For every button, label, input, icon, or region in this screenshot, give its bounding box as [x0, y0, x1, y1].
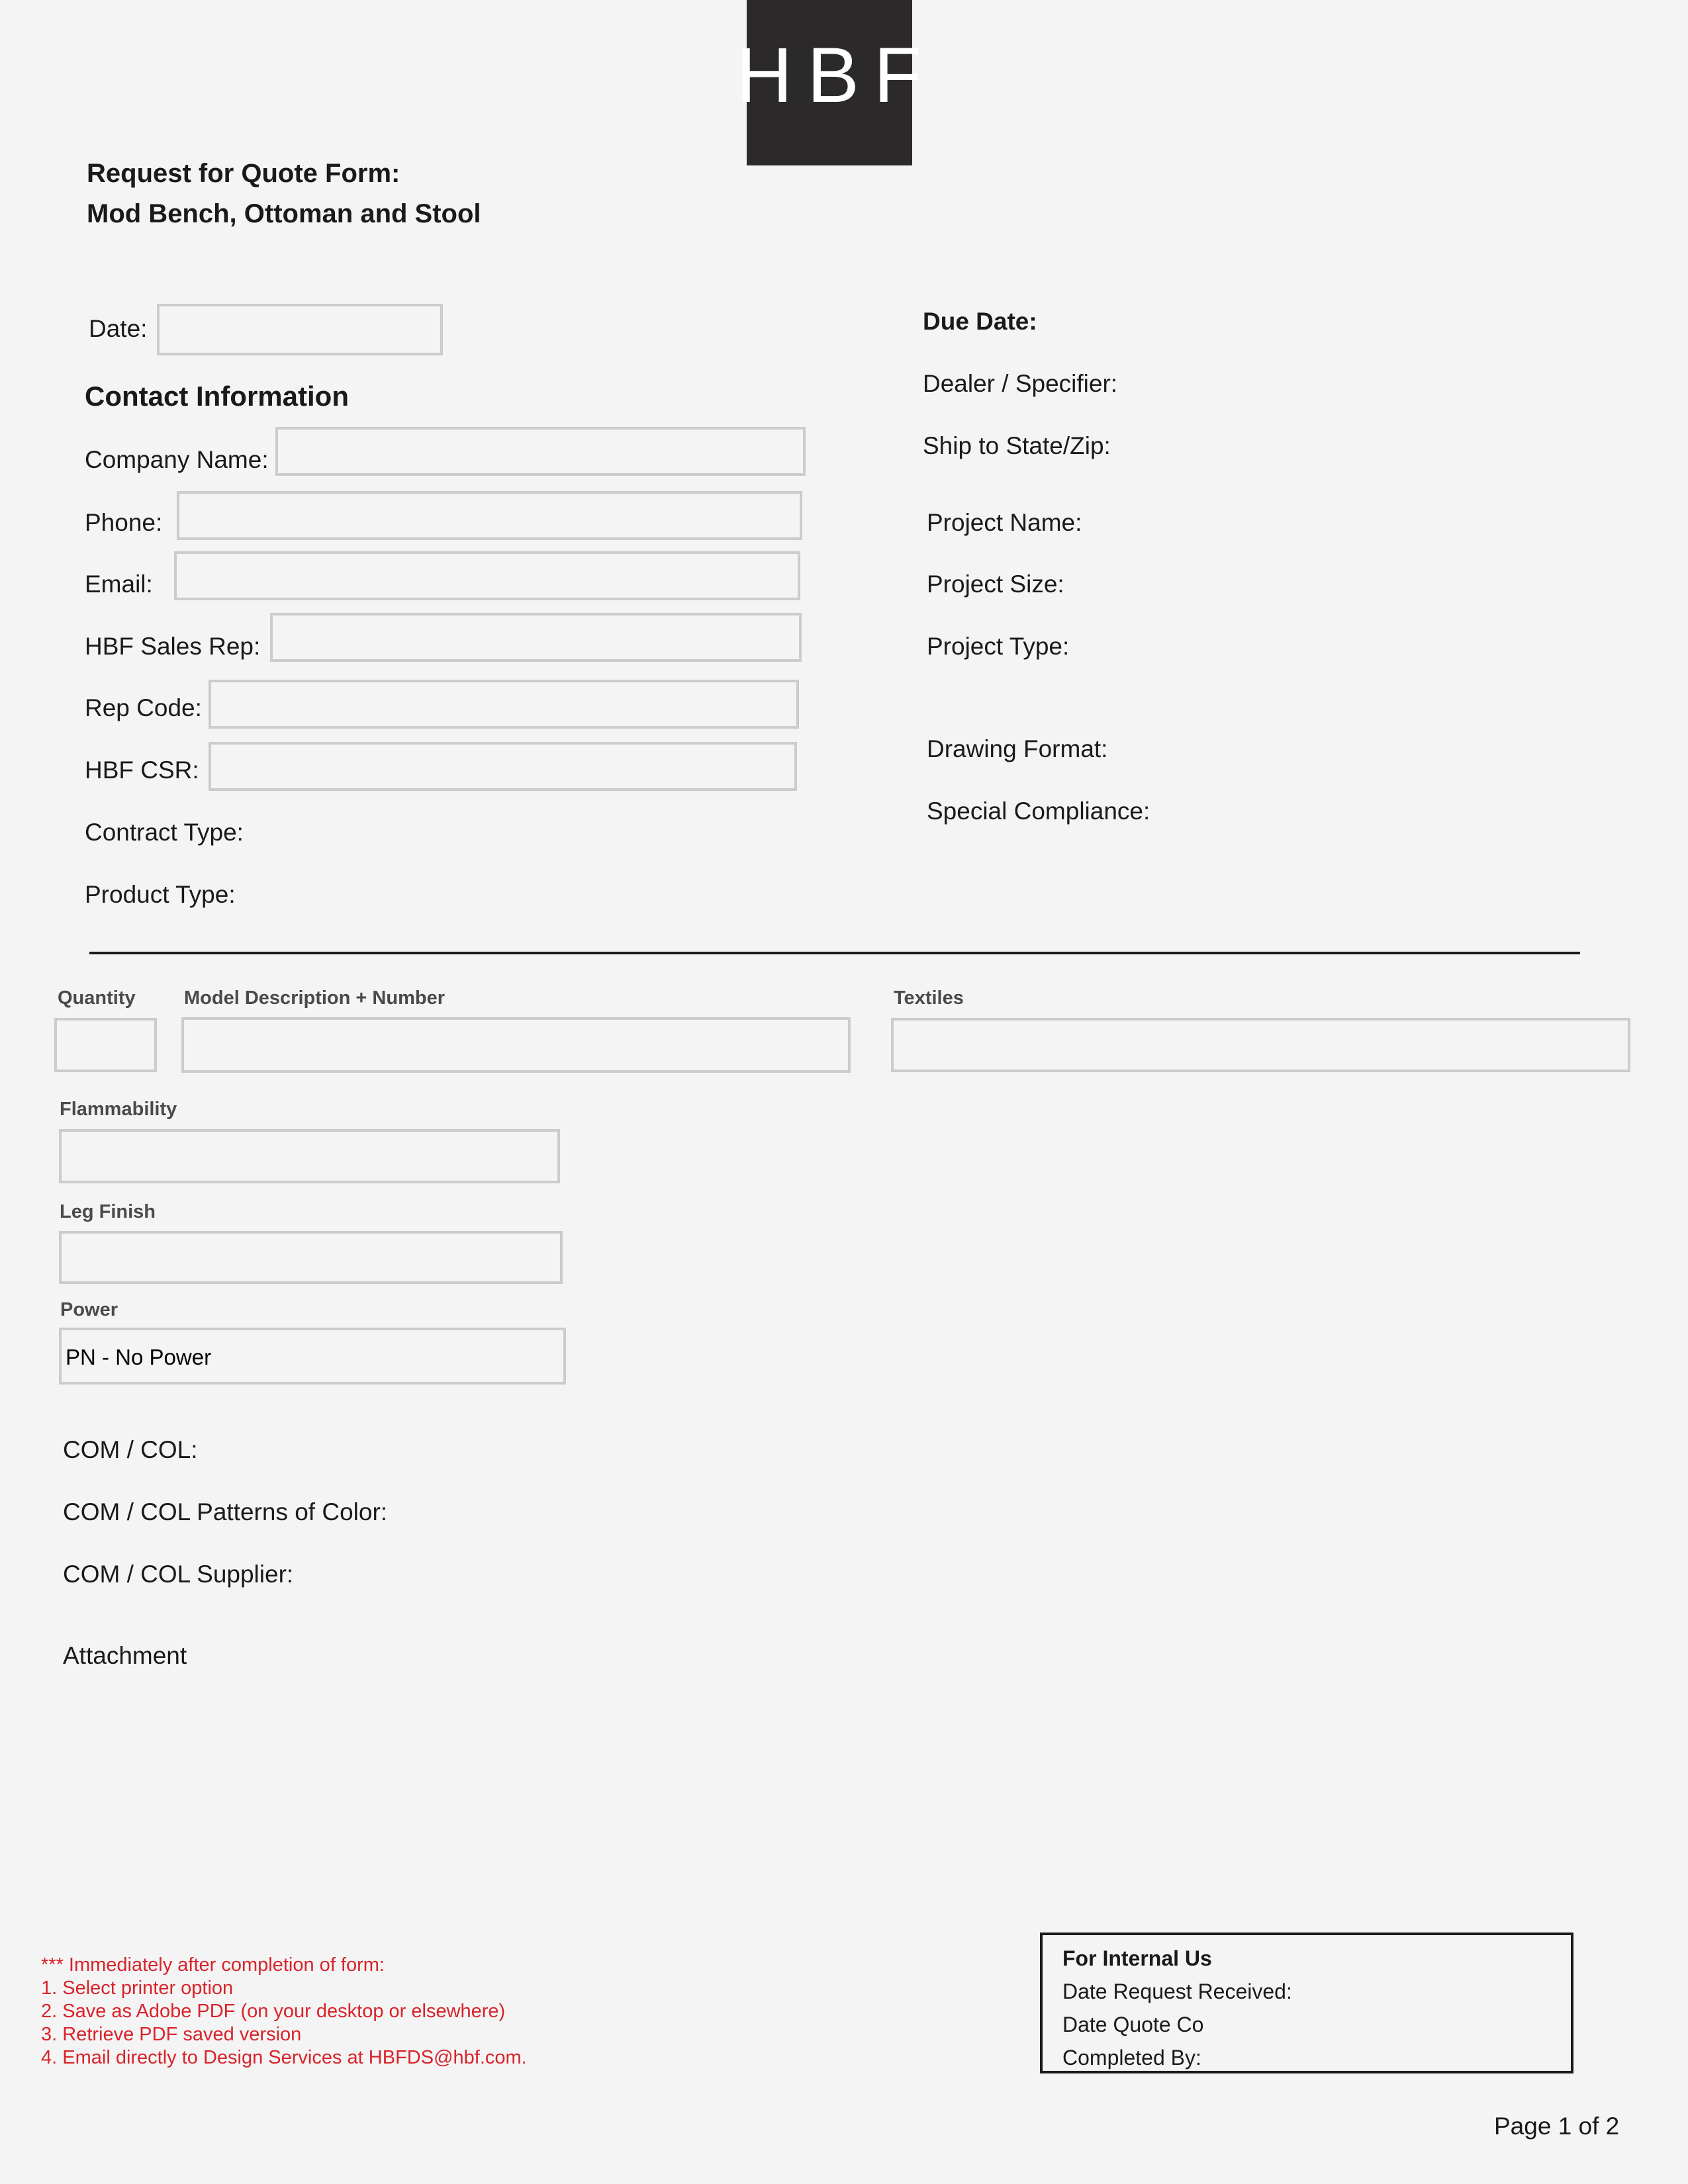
- flammability-field[interactable]: [59, 1129, 560, 1183]
- instruction-line: 3. Retrieve PDF saved version: [41, 2024, 302, 2045]
- page-number: Page 1 of 2: [1494, 2113, 1620, 2140]
- textiles-field[interactable]: [891, 1018, 1630, 1072]
- instruction-line: 4. Email directly to Design Services at HBFDS@hbf.com.: [41, 2047, 527, 2068]
- leg-finish-field[interactable]: [59, 1231, 563, 1284]
- rep-code-label: Rep Code:: [85, 694, 202, 721]
- instruction-line: 1. Select printer option: [41, 1978, 234, 1999]
- power-label: Power: [60, 1299, 118, 1320]
- email-field[interactable]: [174, 551, 800, 600]
- project-type-label: Project Type:: [927, 633, 1070, 660]
- form-title-line1: Request for Quote Form:: [87, 159, 400, 188]
- company-name-label: Company Name:: [85, 446, 269, 473]
- flammability-label: Flammability: [60, 1099, 177, 1120]
- company-name-field[interactable]: [275, 427, 806, 476]
- product-type-label: Product Type:: [85, 881, 236, 908]
- power-value: PN - No Power: [66, 1345, 212, 1369]
- instruction-line: 2. Save as Adobe PDF (on your desktop or elsewhere): [41, 2001, 506, 2022]
- quantity-field[interactable]: [54, 1018, 157, 1072]
- date-label: Date:: [89, 315, 148, 342]
- internal-use-heading: For Internal Us: [1062, 1946, 1212, 1970]
- project-name-label: Project Name:: [927, 509, 1082, 536]
- power-select[interactable]: [59, 1328, 566, 1385]
- drawing-format-label: Drawing Format:: [927, 735, 1108, 762]
- hbf-sales-rep-field[interactable]: [270, 613, 802, 662]
- model-description-field[interactable]: [181, 1017, 851, 1073]
- hbf-logo: [736, 0, 936, 165]
- submission-instructions: [41, 1954, 527, 2070]
- leg-finish-label: Leg Finish: [60, 1201, 156, 1222]
- model-description-label: Model Description + Number: [184, 987, 445, 1009]
- hbf-csr-label: HBF CSR:: [85, 756, 199, 784]
- internal-use-box: [1040, 1933, 1573, 2073]
- rep-code-field[interactable]: [209, 680, 799, 729]
- phone-label: Phone:: [85, 509, 163, 536]
- phone-field[interactable]: [177, 491, 802, 540]
- form-title-line2: Mod Bench, Ottoman and Stool: [87, 199, 481, 228]
- textiles-label: Textiles: [894, 987, 964, 1009]
- date-quote-completed-label: Date Quote Co: [1062, 2013, 1204, 2036]
- instruction-line: *** Immediately after completion of form:: [41, 1954, 385, 1976]
- email-label: Email:: [85, 570, 153, 598]
- completed-by-label: Completed By:: [1062, 2046, 1201, 2070]
- project-size-label: Project Size:: [927, 570, 1064, 598]
- contract-type-label: Contract Type:: [85, 819, 244, 846]
- date-request-received-label: Date Request Received:: [1062, 1979, 1292, 2003]
- date-field[interactable]: [157, 304, 443, 355]
- com-col-supplier-label: COM / COL Supplier:: [63, 1561, 294, 1588]
- logo-text: HBF: [736, 32, 936, 119]
- attachment-label: Attachment: [63, 1642, 187, 1669]
- special-compliance-label: Special Compliance:: [927, 797, 1150, 825]
- due-date-label: Due Date:: [923, 308, 1037, 335]
- ship-to-label: Ship to State/Zip:: [923, 432, 1111, 459]
- dealer-specifier-label: Dealer / Specifier:: [923, 370, 1118, 397]
- quantity-label: Quantity: [58, 987, 136, 1009]
- hbf-csr-field[interactable]: [209, 742, 797, 791]
- contact-information-heading: Contact Information: [85, 381, 349, 412]
- com-col-label: COM / COL:: [63, 1436, 198, 1463]
- hbf-sales-rep-label: HBF Sales Rep:: [85, 633, 261, 660]
- com-col-patterns-label: COM / COL Patterns of Color:: [63, 1498, 388, 1525]
- section-divider: [89, 952, 1580, 954]
